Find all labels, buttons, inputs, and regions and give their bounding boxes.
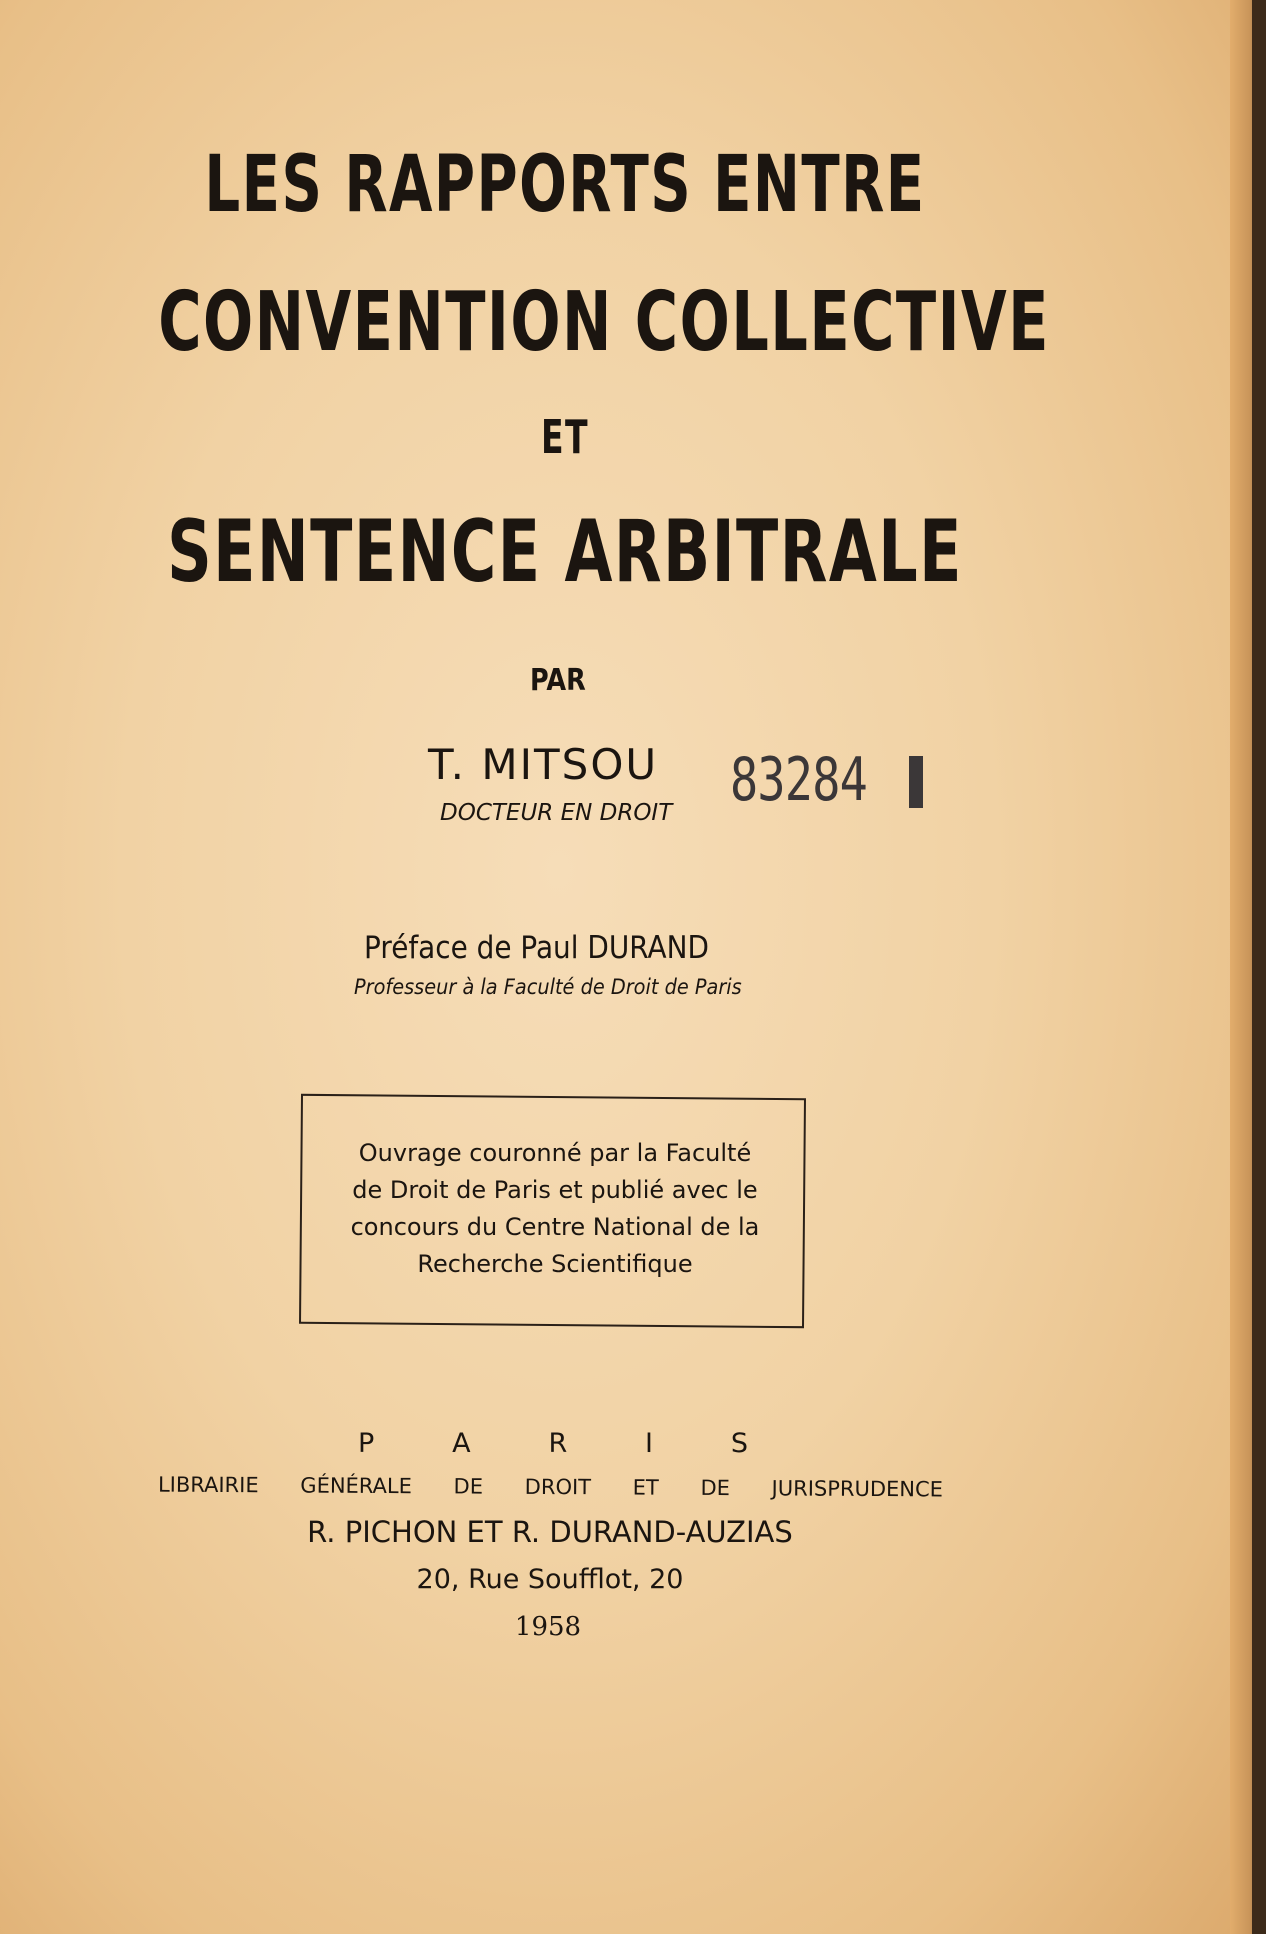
city-letter: A (452, 1428, 471, 1459)
imprint-address: 20, Rue Soufflot, 20 (416, 1564, 684, 1595)
author-degree: DOCTEUR EN DROIT (440, 800, 673, 826)
title-line-2: CONVENTION COLLECTIVE (158, 275, 1050, 370)
publisher-word: ET (632, 1475, 659, 1500)
imprint-publisher-names: R. PICHON ET R. DURAND-AUZIAS (307, 1515, 793, 1549)
imprint-publisher (158, 1473, 943, 1502)
title-line-3: SENTENCE ARBITRALE (167, 502, 963, 602)
publisher-word: GÉNÉRALE (300, 1473, 412, 1499)
publisher-word: JURISPRUDENCE (771, 1476, 944, 1502)
city-letter: R (548, 1428, 568, 1459)
publisher-word: LIBRAIRIE (157, 1472, 259, 1498)
imprint-city (358, 1428, 748, 1459)
city-letter: S (730, 1428, 748, 1459)
preface-credit: Préface de Paul DURAND (364, 930, 709, 966)
publisher-word: DE (700, 1475, 731, 1501)
preface-author-title: Professeur à la Faculté de Droit de Paris (354, 975, 742, 999)
title-conjunction: ET (540, 410, 590, 464)
city-letter: I (645, 1428, 653, 1459)
inventory-stamp-number: 83284 (730, 745, 867, 815)
imprint-year: 1958 (514, 1612, 582, 1642)
publisher-word: DE (453, 1474, 484, 1499)
city-letter: P (358, 1428, 375, 1459)
publisher-word: DROIT (524, 1474, 592, 1500)
title-line-1: LES RAPPORTS ENTRE (204, 140, 926, 230)
byline-par: PAR (530, 663, 586, 698)
stamp-bar-mark (909, 756, 923, 808)
binding-edge (1252, 0, 1266, 1934)
author-name: T. MITSOU (428, 740, 659, 789)
award-note-text: Ouvrage couronné par la Faculté de Droit de Paris et publié avec le concours du Centre National de la Recherche Scientifique (350, 1139, 760, 1278)
